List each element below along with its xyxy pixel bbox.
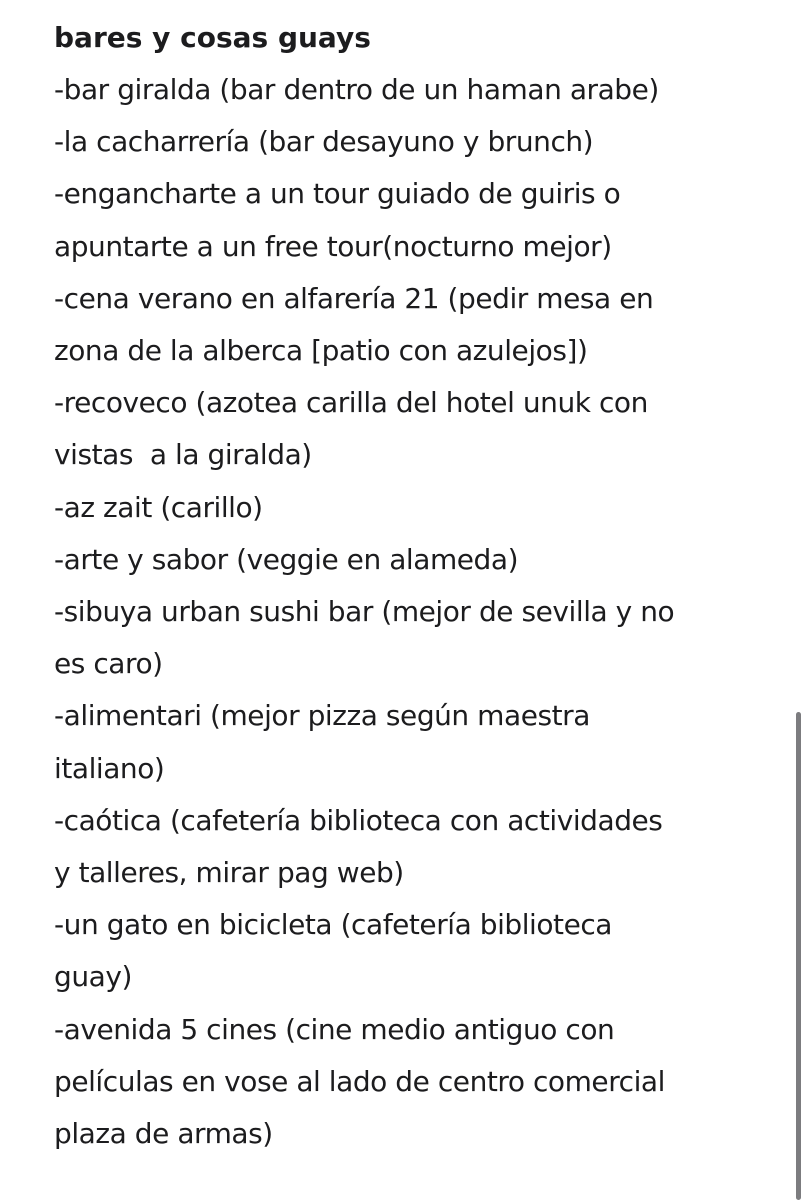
vertical-scrollbar[interactable] [792, 0, 804, 1200]
note-line: -la cacharrería (bar desayuno y brunch) [54, 125, 594, 159]
scrollbar-thumb[interactable] [796, 712, 801, 1200]
note-line: guay) [54, 960, 132, 994]
note-line: -recoveco (azotea carilla del hotel unuk con [54, 386, 648, 420]
note-lines [54, 64, 784, 1160]
note-line: -sibuya urban sushi bar (mejor de sevilla y no [54, 595, 675, 629]
note-line: -engancharte a un tour guiado de guiris o [54, 177, 621, 211]
note-line: vistas a la giralda) [54, 438, 312, 472]
note-line: zona de la alberca [patio con azulejos]) [54, 334, 588, 368]
note-line: -alimentari (mejor pizza según maestra [54, 699, 590, 733]
note-line: es caro) [54, 647, 163, 681]
note-line: -cena verano en alfarería 21 (pedir mesa en [54, 281, 654, 315]
note-line: -arte y sabor (veggie en alameda) [54, 542, 519, 576]
note-line: plaza de armas) [54, 1117, 273, 1151]
note-line: -bar giralda (bar dentro de un haman arabe) [54, 73, 659, 106]
note-line: -az zait (carillo) [54, 490, 263, 524]
note-body[interactable] [54, 12, 784, 1160]
note-line: apuntarte a un free tour(nocturno mejor) [54, 229, 612, 263]
note-line: y talleres, mirar pag web) [54, 856, 404, 890]
note-line: italiano) [54, 751, 165, 785]
note-line: -caótica (cafetería biblioteca con actividades [54, 803, 663, 837]
note-line: -avenida 5 cines (cine medio antiguo con [54, 1012, 615, 1046]
note-line: películas en vose al lado de centro comercial [54, 1064, 665, 1098]
note-title: bares y cosas guays [54, 21, 371, 54]
note-line: -un gato en bicicleta (cafetería biblioteca [54, 908, 613, 942]
